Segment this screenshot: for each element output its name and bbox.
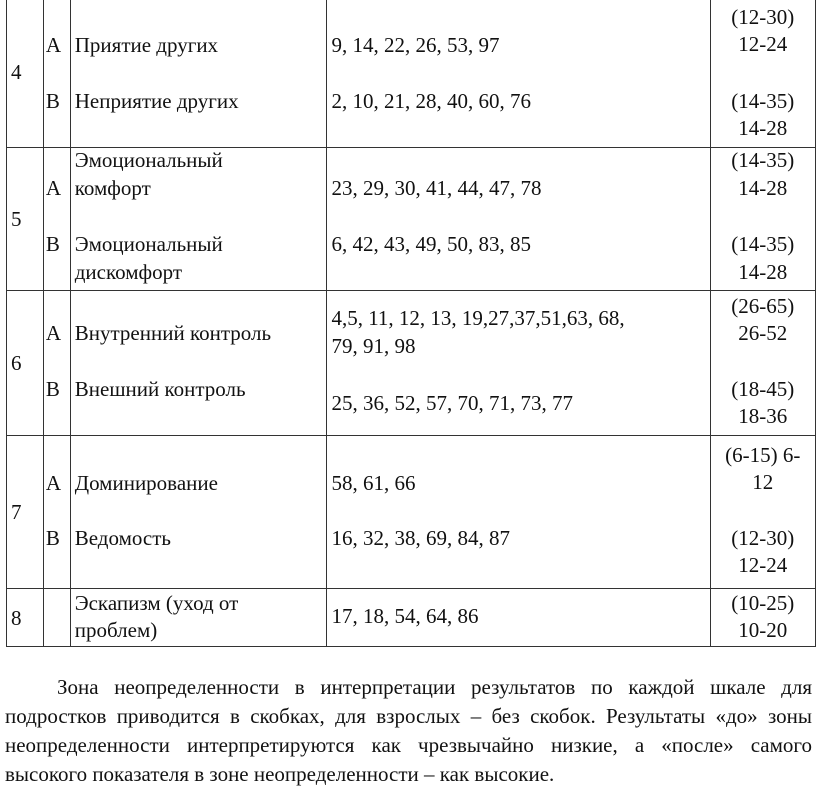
item-numbers: 9, 14, 22, 26, 53, 97 [331,33,500,57]
table-row [7,0,816,148]
subscale-letter: А [45,176,62,200]
subscale-letter: В [45,526,60,550]
item-numbers: 79, 91, 98 [331,334,416,358]
interpretation-note: Зона неопределенности в интерпретации результатов по каждой шкале для подростков приводится в скобках, для взрослых – без скобок. Результаты «до» зоны неопределенности интерпретируются как чрезвычайно низкие, а «после» самого высокого показателя в зоне неопределенности – как высокие. [5,675,812,786]
norm-adult: 26-52 [738,321,788,345]
norm-adult: 10-20 [738,618,788,642]
scale-name: дискомфорт [74,260,183,284]
scale-name: Эмоциональный [74,232,223,256]
subscale-letter: В [45,232,60,256]
norm-adult: 12-24 [738,32,788,56]
item-numbers: 17, 18, 54, 64, 86 [331,604,479,628]
norm-range: (6-15) 6- [725,443,801,467]
norm-teen: (14-35) [731,232,795,256]
scale-number: 6 [7,291,44,436]
norm-teen: (14-35) [731,89,795,113]
subscale-letter: В [45,377,60,401]
subscale-letter: В [45,89,60,113]
table-row [7,589,816,647]
scale-name: комфорт [74,176,151,200]
item-numbers: 16, 32, 38, 69, 84, 87 [331,526,510,550]
norm-adult: 18-36 [738,404,788,428]
item-numbers: 25, 36, 52, 57, 70, 71, 73, 77 [331,391,573,415]
subscale-letter: А [45,471,62,495]
table-row [7,291,816,436]
scale-number: 7 [7,436,44,589]
norm-adult: 12-24 [738,553,788,577]
norm-teen: (10-25) [731,591,795,615]
norm-teen: (18-45) [731,377,795,401]
subscale-letter: А [45,321,62,345]
norm-adult: 14-28 [738,260,788,284]
norm-teen: (26-65) [731,294,795,318]
scale-name: Эмоциональный [74,148,223,172]
item-numbers: 23, 29, 30, 41, 44, 47, 78 [331,176,542,200]
scales-table [6,0,816,647]
norm-adult: 14-28 [738,176,788,200]
scale-number: 8 [7,589,44,647]
item-numbers: 2, 10, 21, 28, 40, 60, 76 [331,89,531,113]
scale-number: 5 [7,148,44,291]
scale-number: 4 [7,0,44,148]
norm-teen: (12-30) [731,526,795,550]
scale-name: Приятие других [74,33,219,57]
scale-name: Доминирование [74,471,218,495]
scale-name: Эскапизм (уход от [74,591,239,615]
subscale-letter: А [45,33,62,57]
scale-name: Ведомость [74,526,171,550]
table-row [7,148,816,291]
table-row [7,436,816,589]
scale-name: Внутренний контроль [74,321,272,345]
norm-teen: (12-30) [731,5,795,29]
scale-name: Внешний контроль [74,377,246,401]
scale-name: Неприятие других [74,89,239,113]
item-numbers: 6, 42, 43, 49, 50, 83, 85 [331,232,531,256]
norm-teen: (14-35) [731,148,795,172]
scale-name: проблем) [74,618,158,642]
norm-range: 12 [752,470,774,494]
item-numbers: 4,5, 11, 12, 13, 19,27,37,51,63, 68, [331,306,625,330]
item-numbers: 58, 61, 66 [331,471,416,495]
norm-adult: 14-28 [738,116,788,140]
